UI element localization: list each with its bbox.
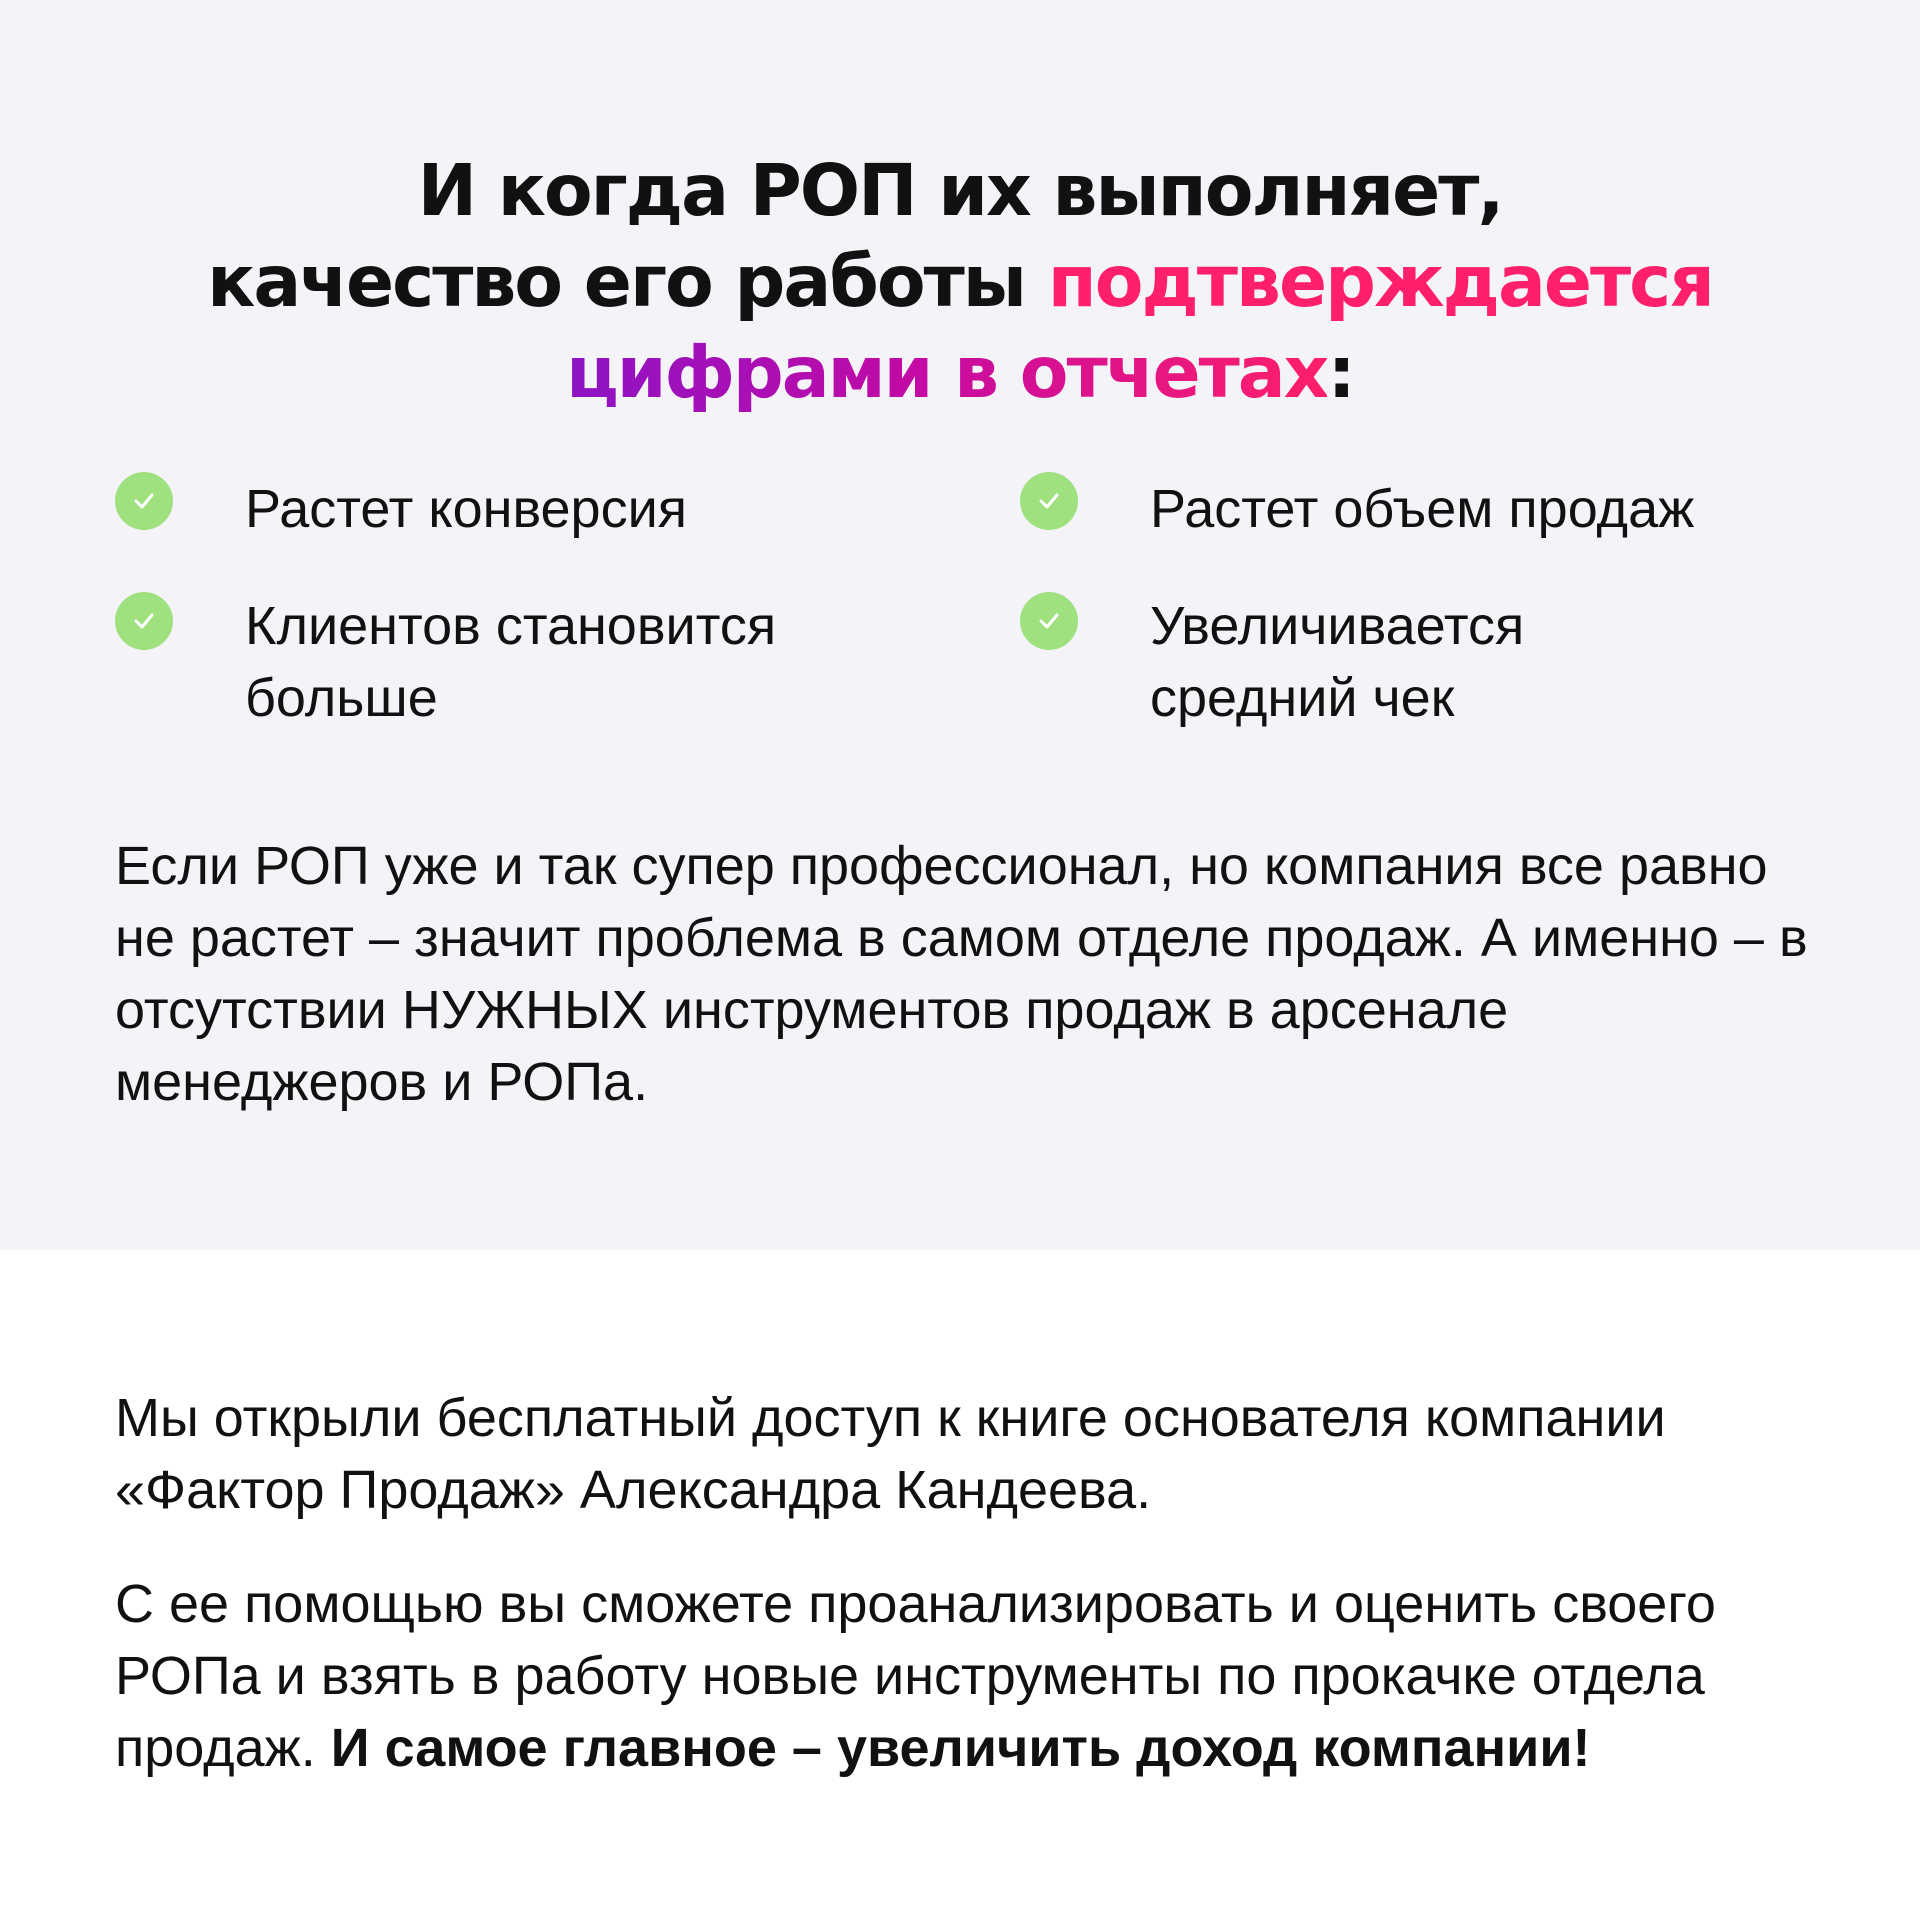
title-highlight-gradient: цифрами в отчетах xyxy=(566,331,1328,414)
feature-sales-volume: Растет объем продаж xyxy=(1150,479,1695,539)
title-highlight-pink: подтверждается xyxy=(1047,240,1713,323)
check-circle-icon xyxy=(1020,472,1078,530)
book-paragraph: Мы открыли бесплатный доступ к книге основателя компании «Фактор Продаж» Александра Кандеева. xyxy=(115,1388,1666,1520)
title-colon: : xyxy=(1327,331,1354,414)
feature-more-clients: Клиентов становится больше xyxy=(245,596,777,728)
check-circle-icon xyxy=(115,592,173,650)
help-paragraph-emphasis: И самое главное – увеличить доход компании! xyxy=(330,1718,1591,1778)
title-line-2-plain: качество его работы xyxy=(207,240,1048,323)
feature-conversion: Растет конверсия xyxy=(245,479,687,539)
help-paragraph xyxy=(115,1568,1825,1784)
help-paragraph-text: С ее помощью вы сможете проанализировать и оценить своего РОПа и взять в работу новые инструменты по прокачке отдела продаж. xyxy=(115,1574,1716,1778)
feature-average-check: Увеличивается средний чек xyxy=(1150,596,1525,728)
title-line-1: И когда РОП их выполняет, xyxy=(417,149,1503,232)
page-title xyxy=(115,145,1805,418)
problem-paragraph: Если РОП уже и так супер профессионал, но компания все равно не растет – значит проблема в самом отделе продаж. А именно – в отсутствии НУЖНЫХ инструментов продаж в арсенале менеджеров и РОПа. xyxy=(115,836,1808,1112)
check-circle-icon xyxy=(1020,592,1078,650)
check-circle-icon xyxy=(115,472,173,530)
